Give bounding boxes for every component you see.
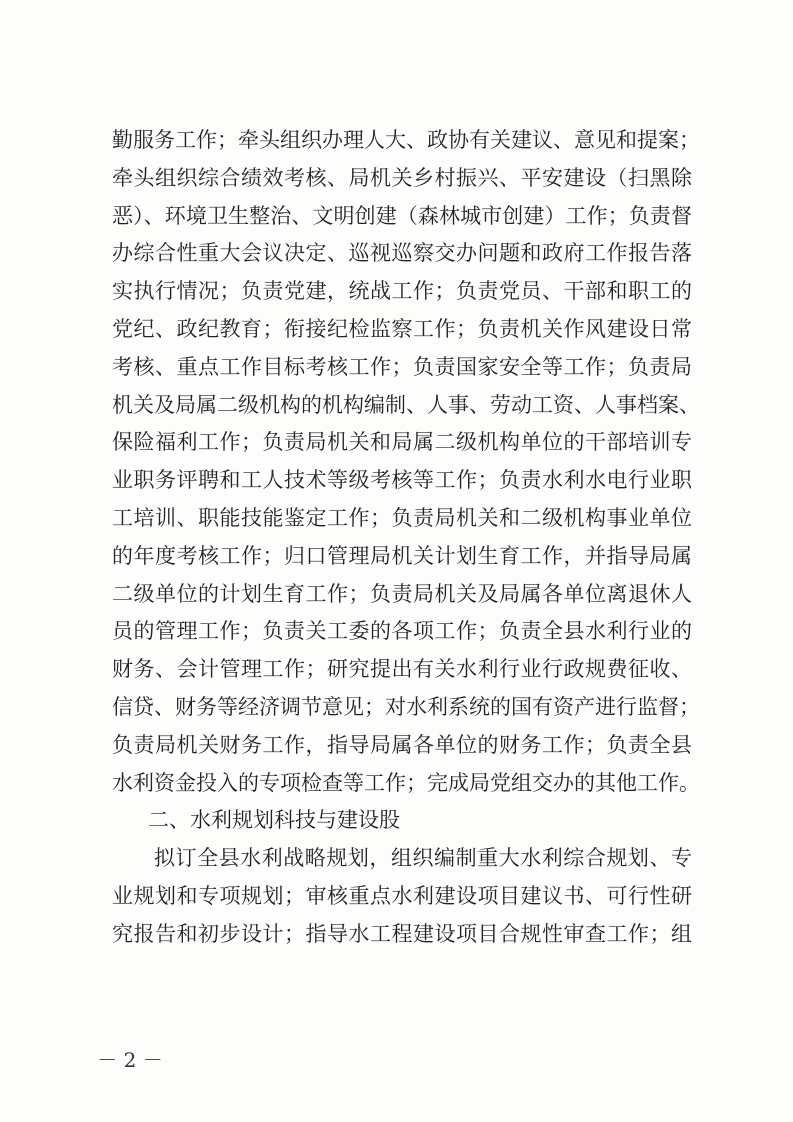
text-line: 究报告和初步设计；指导水工程建设项目合规性审查工作；组 bbox=[112, 921, 692, 946]
text-line: 负责局机关财务工作，指导局属各单位的财务工作；负责全县 bbox=[112, 732, 692, 757]
page-number: － 2 － bbox=[97, 1048, 163, 1072]
text-line: 实执行情况；负责党建，统战工作；负责党员、干部和职工的 bbox=[112, 279, 692, 304]
text-line: 水利资金投入的专项检查等工作；完成局党组交办的其他工作。 bbox=[112, 770, 700, 795]
text-line: 机关及局属二级机构的机构编制、人事、劳动工资、人事档案、 bbox=[112, 392, 700, 417]
text-line: 保险福利工作；负责局机关和局属二级机构单位的干部培训专 bbox=[112, 430, 692, 455]
text-line: 信贷、财务等经济调节意见；对水利系统的国有资产进行监督； bbox=[112, 694, 700, 719]
text-line: 业规划和专项规划；审核重点水利建设项目建议书、可行性研 bbox=[112, 883, 692, 908]
text-line: 工培训、职能技能鉴定工作；负责局机关和二级机构事业单位 bbox=[112, 505, 692, 530]
text-line: 的年度考核工作；归口管理局机关计划生育工作，并指导局属 bbox=[112, 543, 692, 568]
text-line: 拟订全县水利战略规划，组织编制重大水利综合规划、专 bbox=[154, 846, 692, 871]
text-line: 办综合性重大会议决定、巡视巡察交办问题和政府工作报告落 bbox=[112, 241, 692, 266]
text-line: 财务、会计管理工作；研究提出有关水利行业行政规费征收、 bbox=[112, 657, 692, 682]
section-heading: 二、水利规划科技与建设股 bbox=[148, 808, 400, 833]
text-line: 恶）、环境卫生整治、文明创建（森林城市创建）工作；负责督 bbox=[112, 203, 692, 228]
text-line: 勤服务工作；牵头组织办理人大、政协有关建议、意见和提案； bbox=[112, 128, 700, 152]
text-line: 考核、重点工作目标考核工作；负责国家安全等工作；负责局 bbox=[112, 354, 692, 379]
paragraph-continued bbox=[112, 122, 700, 802]
section-paragraph bbox=[112, 840, 692, 953]
text-line: 二级单位的计划生育工作；负责局机关及局属各单位离退休人 bbox=[112, 581, 692, 606]
text-line: 员的管理工作；负责关工委的各项工作；负责全县水利行业的 bbox=[112, 619, 692, 644]
text-line: 牵头组织综合绩效考核、局机关乡村振兴、平安建设（扫黑除 bbox=[112, 165, 692, 190]
document-body bbox=[112, 122, 700, 954]
text-line: 党纪、政纪教育；衔接纪检监察工作；负责机关作风建设日常 bbox=[112, 316, 692, 341]
text-line: 业职务评聘和工人技术等级考核等工作；负责水利水电行业职 bbox=[112, 468, 692, 493]
